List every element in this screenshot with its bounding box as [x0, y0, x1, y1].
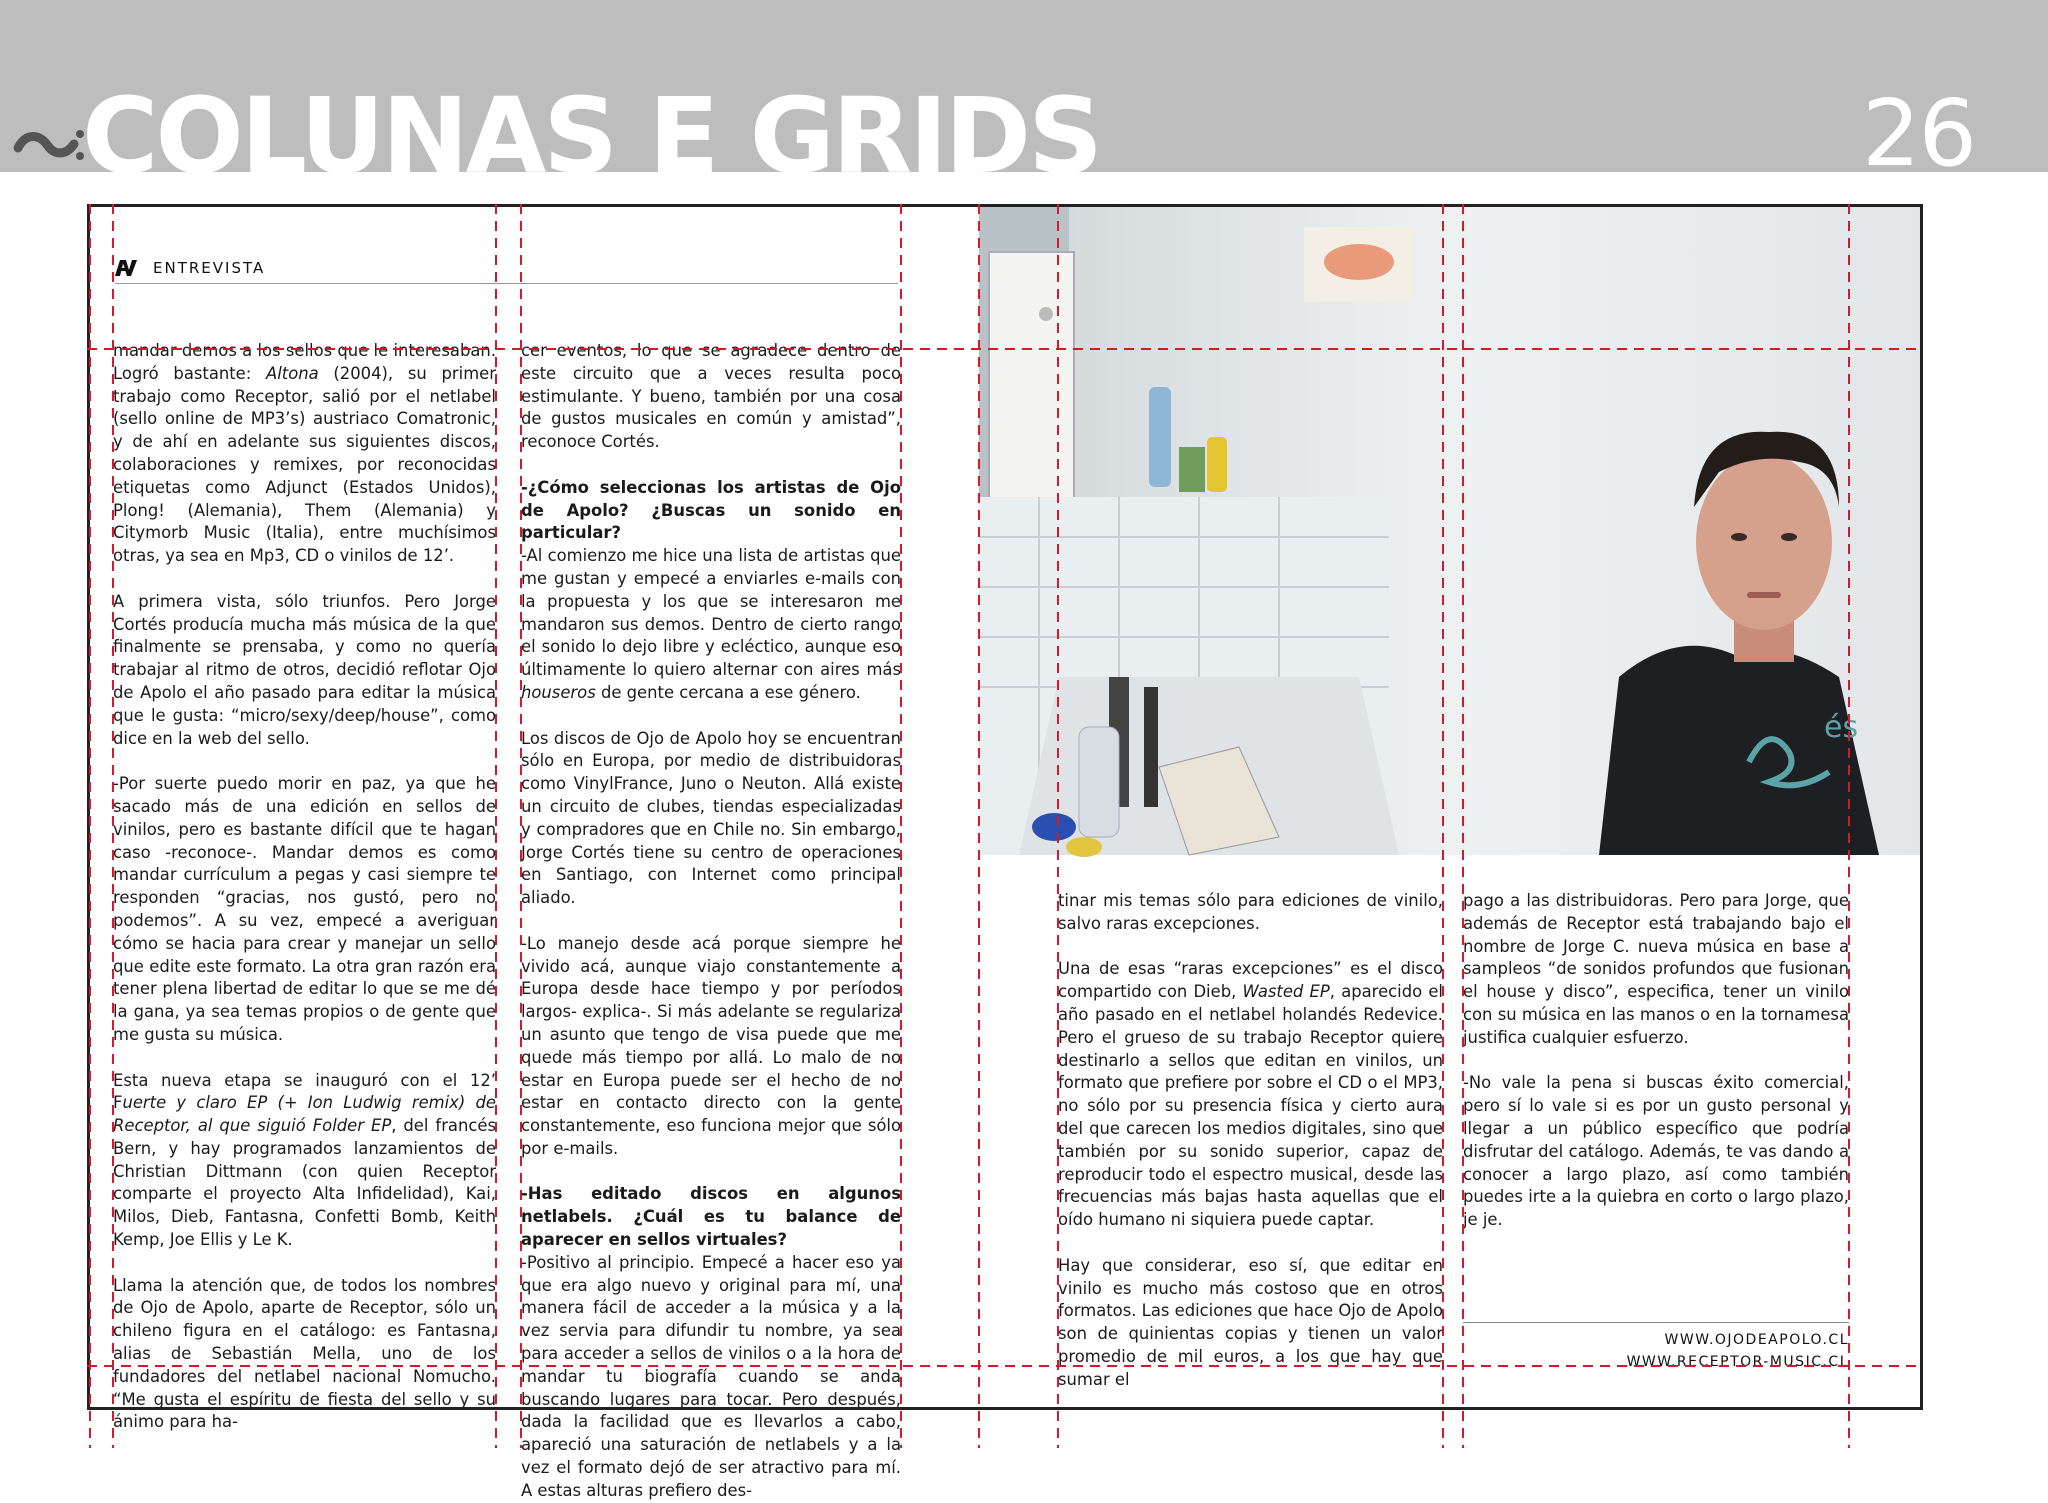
- interview-answer: -Al comienzo me hice una lista de artistas que me gustan y empecé a enviarles e-mails con la propuesta y los que se interesaron me mandaron sus demos. Dentro de cierto rango el sonido lo dejo libre y ecléctico, aunque eso últimamente lo quiero alternar con aires más houseros de gente cercana a ese género.: [521, 546, 901, 702]
- text-column-3: [1058, 890, 1443, 1389]
- url-receptor-link[interactable]: WWW.RECEPTOR-MUSIC.CL: [1626, 1354, 1849, 1370]
- paragraph: Los discos de Ojo de Apolo hoy se encuentran sólo en Europa, por medio de distribuidoras como VinylFrance, Juno o Neuton. Allá existe un circuito de clubes, tiendas especializadas y compradores que en Chile no. Sin embargo, Jorge Cortés tiene su centro de operaciones en Santiago, con Internet como principal aliado.: [521, 728, 901, 908]
- paragraph: -Lo manejo desde acá porque siempre he vivido acá, aunque viajo constantemente a Europa desde hace tiempo y por períodos largos- explica-. Si más adelante se regulariza un asunto que tengo de visa puede que me quede más tiempo por allá. Lo malo de no estar en Europa puede ser el hecho de no estar en contacto directo con la gente constantemente, eso funciona mejor que sólo por e-mails.: [521, 933, 901, 1158]
- portrait-photo: [979, 207, 1920, 855]
- paragraph: Llama la atención que, de todos los nombres de Ojo de Apolo, aparte de Receptor, sólo un chileno figura en el catálogo: es Fantasna, alias de Sebastián Mella, uno de los fundadores del netlabel nacional Nomucho. “Me gusta el espíritu de fiesta del sello y su ánimo para ha-: [113, 1275, 496, 1432]
- text-column-4: [1463, 890, 1849, 1230]
- section-header: [115, 256, 898, 284]
- paragraph: mandar demos a los sellos que le interesaban. Logró bastante: Altona (2004), su primer trabajo como Receptor, salió por el netlabel (sello online de MP3’s) austriaco Comatronic, y de ahí en adelante sus siguientes discos, colaboraciones y remixes, por reconocidas etiquetas como Adjunct (Estados Unidos), Plong! (Alemania), Them (Alemania) y Citymorb Music (Italia), entre muchísimos otras, ya sea en Mp3, CD o vinilos de 12’.: [113, 341, 496, 566]
- interview-question: -Has editado discos en algunos netlabels. ¿Cuál es tu balance de aparecer en sellos virtuales?: [521, 1184, 901, 1250]
- paragraph: -No vale la pena si buscas éxito comercial, pero sí lo vale si es por un gusto personal y llegar a un público específico que podría disfrutar del catálogo. Además, te vas dando a conocer a largo plazo, así como también puedes irte a la quiebra en corto o largo plazo, je je.: [1463, 1073, 1849, 1230]
- interview-question: -¿Cómo seleccionas los artistas de Ojo de Apolo? ¿Buscas un sonido en particular?: [521, 477, 901, 543]
- page-number: 26: [1862, 80, 1976, 187]
- paragraph: Una de esas “raras excepciones” es el disco compartido con Dieb, Wasted EP, aparecido el año pasado en el netlabel holandés Redevice. Pero el grueso de su trabajo Receptor quiere destinarlo a sellos que editan en vinilos, un formato que prefiere por sobre el CD o el MP3, no sólo por su presencia física y cierto aura del que carecen los medios digitales, sino que también por su sonido superior, capaz de reproducir todo el espectro musical, desde las frecuencias más bajas hasta aquellas que el oído humano ni siquiera puede captar.: [1058, 959, 1443, 1230]
- section-label: ENTREVISTA: [153, 259, 266, 277]
- paragraph: Hay que considerar, eso sí, que editar en vinilo es mucho más costoso que en otros formatos. Las ediciones que hace Ojo de Apolo son de quinientas copias y tienen un valor promedio de mil euros, a los que hay que sumar el: [1058, 1255, 1443, 1389]
- magazine-logo-icon: [115, 260, 137, 276]
- paragraph: A primera vista, sólo triunfos. Pero Jorge Cortés producía mucha más música de la que finalmente se prensaba, y como no quería trabajar al ritmo de otros, decidió reflotar Ojo de Apolo el año pasado para editar la música que le gusta: “micro/sexy/deep/house”, como dice en la web del sello.: [113, 591, 496, 748]
- paragraph: -Por suerte puedo morir en paz, ya que he sacado más de una edición en sellos de vinilos, pero es bastante difícil que te hagan caso -reconoce-. Mandar demos es como mandar currículum a pegas y casi siempre te responden “gracias, nos gustó, pero no podemos”. A su vez, empecé a averiguar cómo se hacia para crear y manejar un sello que edite este formato. La otra gran razón era tener plena libertad de editar lo que se me dé la gana, ya sea temas propios o de gente que me gusta su música.: [113, 774, 496, 1044]
- swirl-icon: [12, 122, 84, 166]
- paragraph: tinar mis temas sólo para ediciones de vinilo, salvo raras excepciones.: [1058, 891, 1443, 933]
- text-column-2: [521, 340, 901, 1500]
- paragraph: pago a las distribuidoras. Pero para Jorge, que además de Receptor está trabajando bajo el nombre de Jorge C. nueva música en base a sampleos “de sonidos profundos que fusionan el house y disco”, especifica, tener un vinilo con su música en las manos o en la tornamesa justifica cualquier esfuerzo.: [1463, 891, 1849, 1047]
- shirt-print: és: [1824, 710, 1859, 745]
- text-column-1: [113, 340, 496, 1432]
- website-links: [1463, 1322, 1849, 1373]
- page-title: COLUNAS E GRIDS: [82, 75, 1101, 197]
- header-bar: [0, 0, 2048, 197]
- person-icon: [979, 207, 1920, 855]
- interview-answer: -Positivo al principio. Empecé a hacer eso ya que era algo nuevo y original para mí, una manera fácil de acceder a la música y a la vez servia para difundir tu nombre, ya sea para acceder a sellos de vinilos o a la hora de mandar tu biografía cuando se anda buscando lugares para tocar. Pero después, dada la facilidad que es llevarlos a cabo, apareció una saturación de netlabels y a la vez el formato dejó de ser atractivo para mí. A estas alturas prefiero des-: [521, 1252, 901, 1500]
- url-ojodeapolo-link[interactable]: WWW.OJODEAPOLO.CL: [1664, 1332, 1849, 1348]
- paragraph: cer eventos, lo que se agradece dentro de este circuito que a veces resulta poco estimulante. Y bueno, también por una cosa de gustos musicales en común y amistad”, reconoce Cortés.: [521, 341, 901, 452]
- paragraph: Esta nueva etapa se inauguró con el 12’ Fuerte y claro EP (+ Ion Ludwig remix) de Receptor, al que siguió Folder EP, del francés Bern, y hay programados lanzamientos de Christian Dittmann (con quien Receptor comparte el proyecto Alta Infidelidad), Kai, Milos, Dieb, Fantasna, Confetti Bomb, Keith Kemp, Joe Ellis y Le K.: [113, 1070, 496, 1250]
